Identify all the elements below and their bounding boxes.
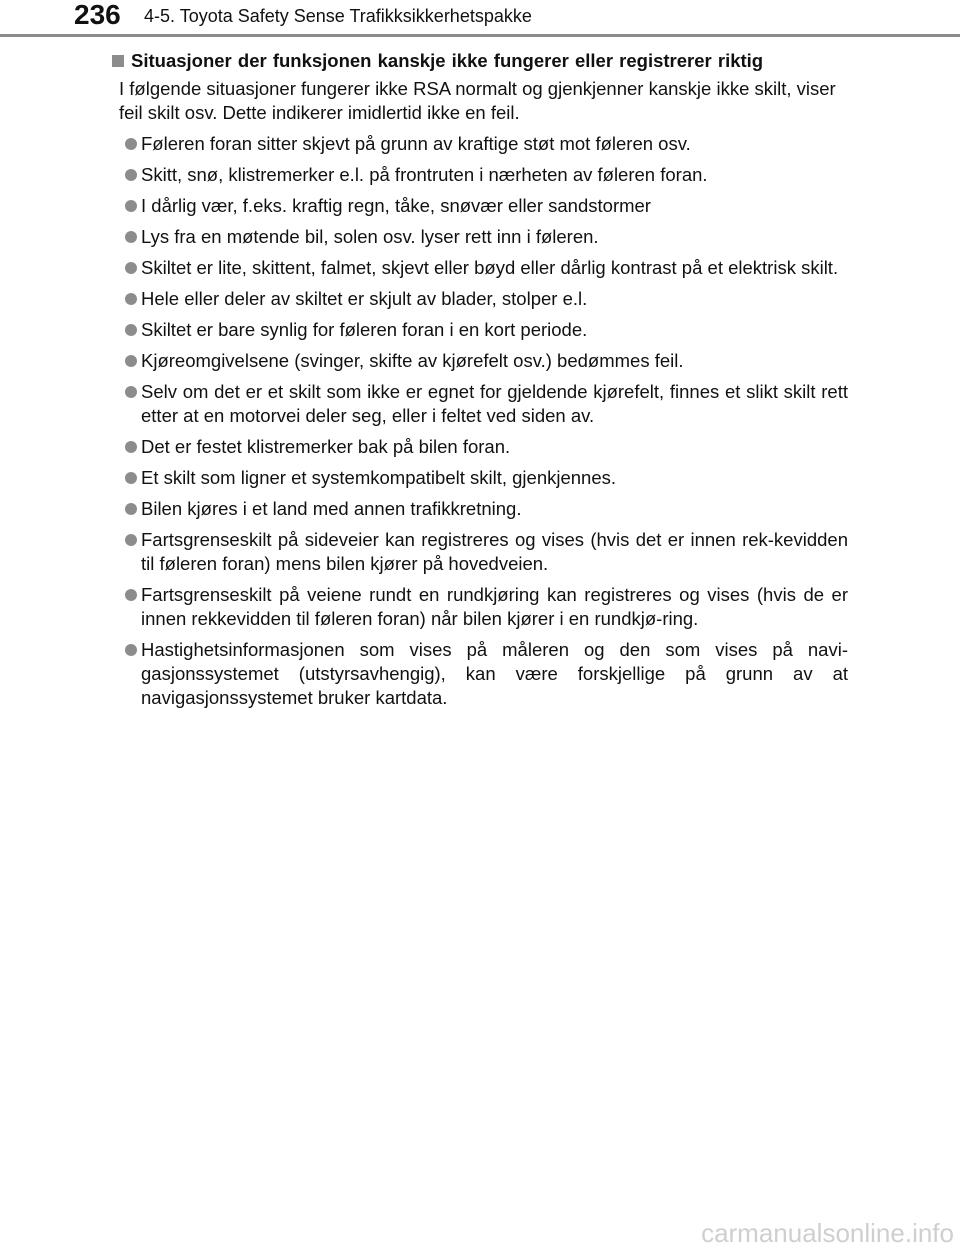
bullet-list xyxy=(112,132,848,710)
bullet-dot-icon xyxy=(125,644,137,656)
list-item-text: Selv om det er et skilt som ikke er egnet for gjeldende kjørefelt, finnes et slikt skilt rett etter at en motorvei deler seg, eller i feltet ved siden av. xyxy=(141,381,848,426)
list-item-text: Hele eller deler av skiltet er skjult av blader, stolper e.l. xyxy=(141,288,588,309)
list-item-text: Kjøreomgivelsene (svinger, skifte av kjørefelt osv.) bedømmes feil. xyxy=(141,350,684,371)
bullet-dot-icon xyxy=(125,472,137,484)
list-item xyxy=(112,318,848,342)
bullet-dot-icon xyxy=(125,324,137,336)
bullet-dot-icon xyxy=(125,589,137,601)
bullet-dot-icon xyxy=(125,138,137,150)
list-item xyxy=(112,435,848,459)
list-item xyxy=(112,528,848,576)
chapter-title: 4-5. Toyota Safety Sense Trafikksikkerhetspakke xyxy=(144,6,532,26)
page-number: 236 xyxy=(74,0,121,30)
content xyxy=(112,48,848,717)
bullet-dot-icon xyxy=(125,293,137,305)
intro-paragraph: I følgende situasjoner fungerer ikke RSA normalt og gjenkjenner kanskje ikke skilt, viser feil skilt osv. Dette indikerer imidlertid ikke en feil. xyxy=(119,78,836,123)
list-item-text: Føleren foran sitter skjevt på grunn av kraftige støt mot føleren osv. xyxy=(141,133,691,154)
list-item-text: Et skilt som ligner et systemkompatibelt skilt, gjenkjennes. xyxy=(141,467,617,488)
list-item-text: Skitt, snø, klistremerker e.l. på frontruten i nærheten av føleren foran. xyxy=(141,164,708,185)
list-item xyxy=(112,194,848,218)
section-heading xyxy=(112,48,848,73)
bullet-dot-icon xyxy=(125,262,137,274)
bullet-dot-icon xyxy=(125,169,137,181)
bullet-dot-icon xyxy=(125,503,137,515)
list-item-text: Bilen kjøres i et land med annen trafikkretning. xyxy=(141,498,522,519)
list-item xyxy=(112,380,848,428)
bullet-dot-icon xyxy=(125,534,137,546)
list-item-text: Fartsgrenseskilt på veiene rundt en rundkjøring kan registreres og vises (hvis de er innen rekkevidden til føleren foran) når bilen kjører i en rundkjø-ring. xyxy=(141,584,848,629)
list-item xyxy=(112,163,848,187)
square-bullet-icon xyxy=(112,55,124,67)
list-item xyxy=(112,349,848,373)
list-item xyxy=(112,256,848,280)
list-item-text: Det er festet klistremerker bak på bilen foran. xyxy=(141,436,511,457)
list-item-text: Skiltet er bare synlig for føleren foran i en kort periode. xyxy=(141,319,588,340)
list-item xyxy=(112,497,848,521)
list-item xyxy=(112,638,848,710)
bullet-dot-icon xyxy=(125,355,137,367)
list-item xyxy=(112,466,848,490)
list-item xyxy=(112,287,848,311)
section-heading-text: Situasjoner der funksjonen kanskje ikke fungerer eller registrerer riktig xyxy=(131,50,764,71)
bullet-dot-icon xyxy=(125,386,137,398)
bullet-dot-icon xyxy=(125,441,137,453)
list-item-text: Skiltet er lite, skittent, falmet, skjevt eller bøyd eller dårlig kontrast på et elektrisk skilt. xyxy=(141,257,839,278)
bullet-dot-icon xyxy=(125,231,137,243)
list-item xyxy=(112,132,848,156)
bullet-dot-icon xyxy=(125,200,137,212)
list-item-text: I dårlig vær, f.eks. kraftig regn, tåke, snøvær eller sandstormer xyxy=(141,195,651,216)
list-item xyxy=(112,225,848,249)
list-item-text: Hastighetsinformasjonen som vises på måleren og den som vises på navi-gasjonssystemet (utstyrsavhengig), kan være forskjellige på grunn av at navigasjonssystemet bruker kartdata. xyxy=(141,639,848,708)
list-item-text: Fartsgrenseskilt på sideveier kan registreres og vises (hvis det er innen rek-kevidden til føleren foran) mens bilen kjører på hovedveien. xyxy=(141,529,848,574)
watermark: carmanualsonline.info xyxy=(701,1218,954,1248)
header-rule xyxy=(0,34,960,37)
list-item-text: Lys fra en møtende bil, solen osv. lyser rett inn i føleren. xyxy=(141,226,599,247)
list-item xyxy=(112,583,848,631)
